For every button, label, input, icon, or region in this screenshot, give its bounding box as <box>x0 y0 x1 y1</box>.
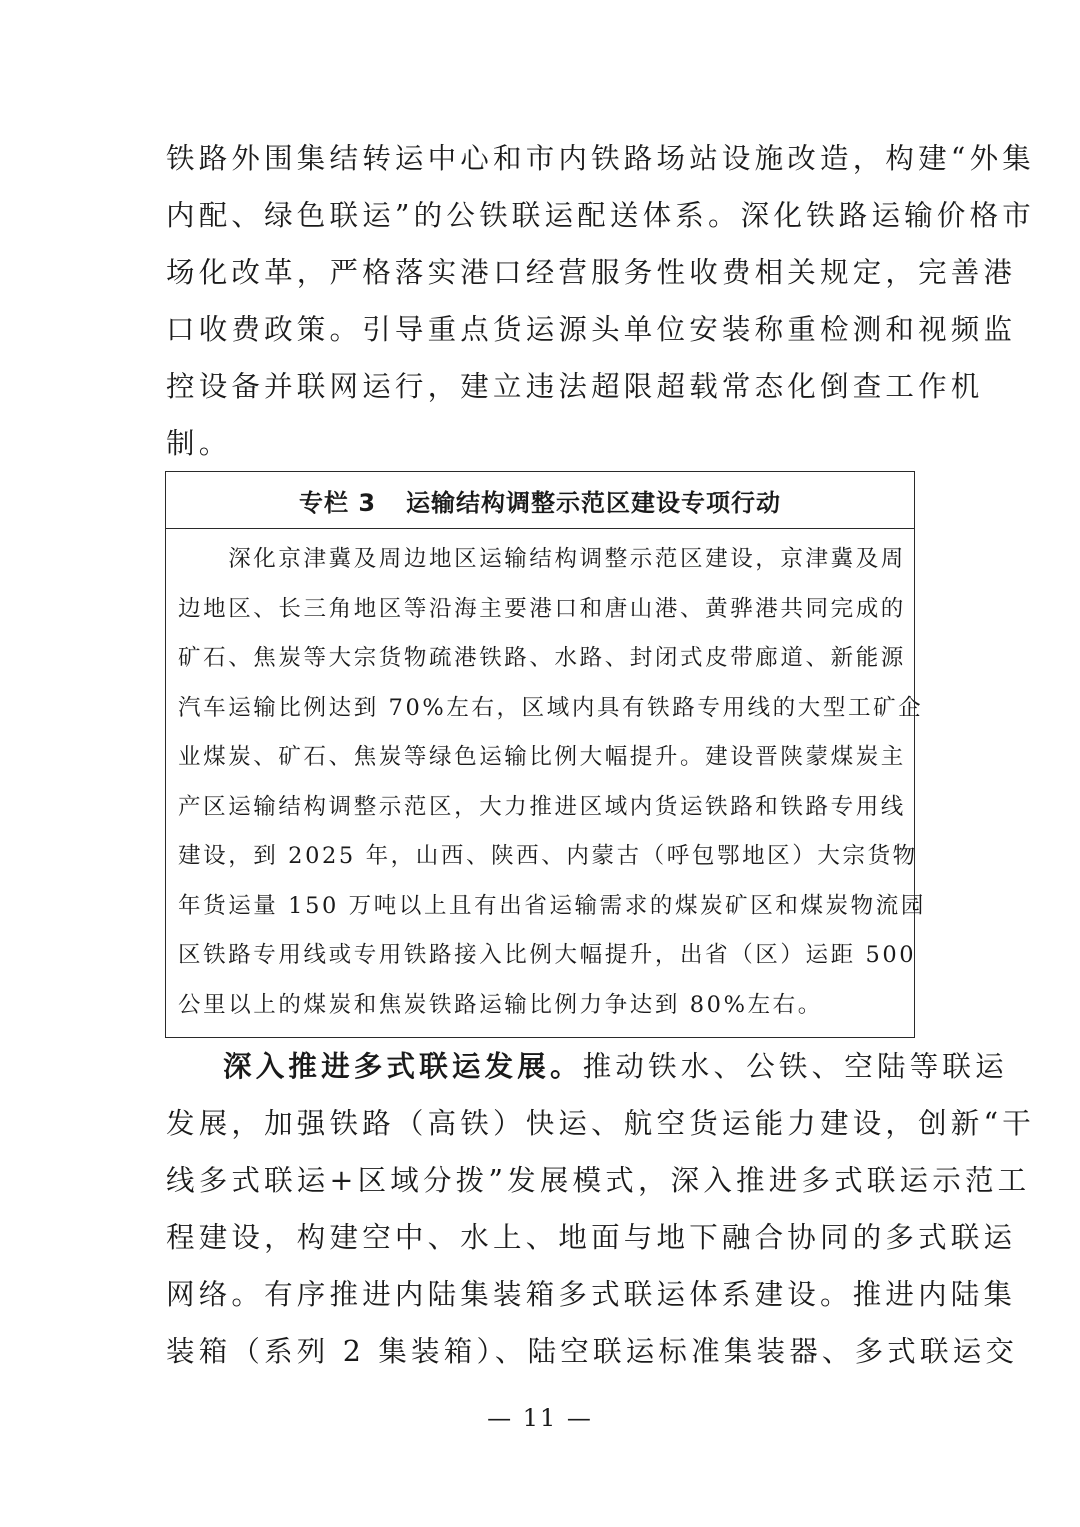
text-line: 控设备并联网运行，建立违法超限超载常态化倒查工作机 <box>166 370 984 403</box>
text-line: 内配、绿色联运”的公铁联运配送体系。深化铁路运输价格市 <box>166 199 1035 232</box>
text-line: 发展，加强铁路（高铁）快运、航空货运能力建设，创新“干 <box>166 1107 1035 1140</box>
box-line: 公里以上的煤炭和焦炭铁路运输比例力争达到 80%左右。 <box>178 992 823 1018</box>
box-line: 边地区、长三角地区等沿海主要港口和唐山港、黄骅港共同完成的 <box>178 596 906 622</box>
box-line: 区铁路专用线或专用铁路接入比例大幅提升，出省（区）运距 500 <box>178 942 917 968</box>
text-line: 网络。有序推进内陆集装箱多式联运体系建设。推进内陆集 <box>166 1278 1017 1311</box>
special-column-box <box>165 471 926 1038</box>
box-line: 矿石、焦炭等大宗货物疏港铁路、水路、封闭式皮带廊道、新能源 <box>178 645 906 671</box>
box-line: 深化京津冀及周边地区运输结构调整示范区建设，京津冀及周 <box>178 546 906 572</box>
text-line <box>223 1047 1008 1087</box>
box-title-label: 专栏 3 <box>298 488 377 517</box>
box-line: 年货运量 150 万吨以上且有出省运输需求的煤炭矿区和煤炭物流园 <box>178 893 926 919</box>
box-title <box>166 472 914 529</box>
text-line: 程建设，构建空中、水上、地面与地下融合协同的多式联运 <box>166 1221 1017 1254</box>
text-line: 线多式联运+区域分拨”发展模式，深入推进多式联运示范工 <box>166 1164 1031 1197</box>
box-line: 产区运输结构调整示范区，大力推进区域内货运铁路和铁路专用线 <box>178 794 906 820</box>
paragraph-lead: 深入推进多式联运发展。 <box>223 1050 583 1083</box>
text-line: 装箱（系列 2 集装箱）、陆空联运标准集装器、多式联运交 <box>166 1335 1019 1368</box>
box-line: 业煤炭、矿石、焦炭等绿色运输比例大幅提升。建设晋陕蒙煤炭主 <box>178 744 906 770</box>
paragraph-lead-rest: 推动铁水、公铁、空陆等联运 <box>582 1050 1008 1083</box>
box-line: 建设，到 2025 年，山西、陕西、内蒙古（呼包鄂地区）大宗货物 <box>178 843 918 869</box>
text-line: 铁路外围集结转运中心和市内铁路场站设施改造，构建“外集 <box>166 142 1035 175</box>
text-line: 口收费政策。引导重点货运源头单位安装称重检测和视频监 <box>166 313 1017 346</box>
box-line: 汽车运输比例达到 70%左右，区域内具有铁路专用线的大型工矿企 <box>178 695 924 721</box>
text-line: 制。 <box>166 427 232 460</box>
text-line: 场化改革，严格落实港口经营服务性收费相关规定，完善港 <box>166 256 1017 289</box>
page-number: — 11 — <box>487 1404 593 1432</box>
box-title-text: 运输结构调整示范区建设专项行动 <box>406 488 782 517</box>
